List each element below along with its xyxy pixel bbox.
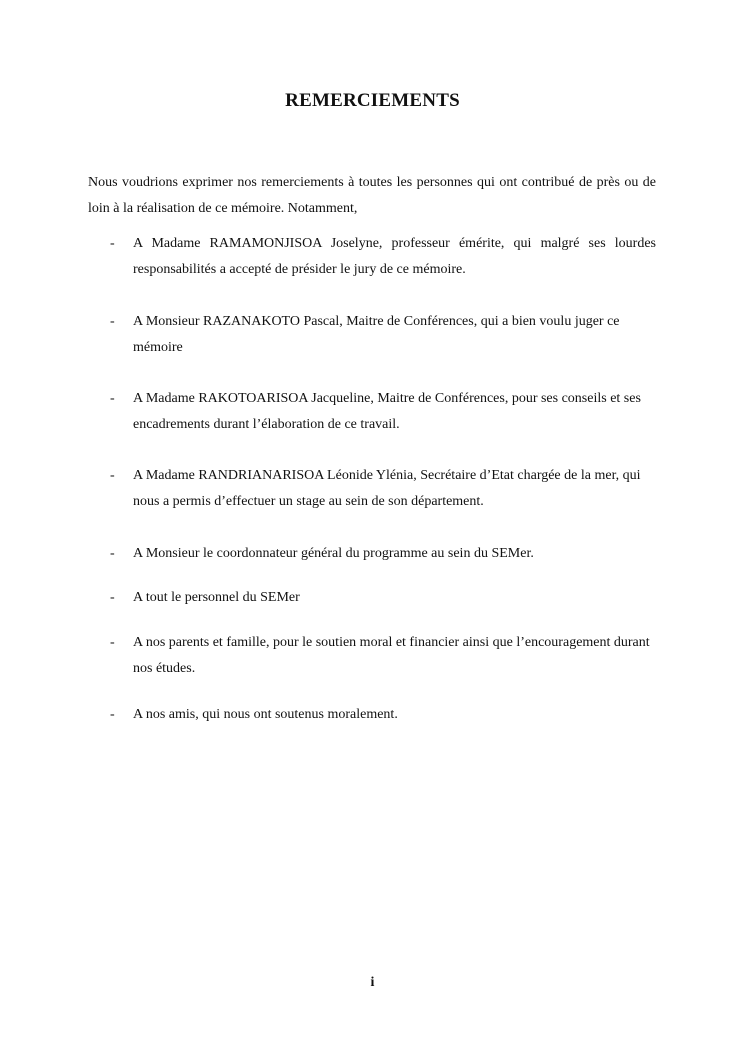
bullet-dash: -	[110, 391, 115, 406]
list-item-text: A Monsieur le coordonnateur général du programme au sein du SEMer.	[133, 546, 534, 561]
list-item-text: A Monsieur RAZANAKOTO Pascal, Maitre de Conférences, qui a bien voulu juger ce mémoire	[133, 314, 620, 355]
list-item-text: A tout le personnel du SEMer	[133, 590, 300, 605]
bullet-dash: -	[110, 707, 115, 722]
intro-paragraph: Nous voudrions exprimer nos remerciements à toutes les personnes qui ont contribué de près ou de loin à la réalisation de ce mémoire. Notamment,	[88, 175, 656, 216]
page-number: i	[370, 975, 375, 990]
bullet-dash: -	[110, 635, 115, 650]
bullet-dash: -	[110, 468, 115, 483]
list-item-text: A Madame RAMAMONJISOA Joselyne, professeur émérite, qui malgré ses lourdes responsabilités a accepté de présider le jury de ce mémoire.	[133, 236, 656, 277]
bullet-dash: -	[110, 314, 115, 329]
bullet-dash: -	[110, 546, 115, 561]
bullet-dash: -	[110, 236, 115, 251]
list-item-text: A nos amis, qui nous ont soutenus moralement.	[133, 707, 398, 722]
bullet-dash: -	[110, 590, 115, 605]
list-item-text: A Madame RANDRIANARISOA Léonide Ylénia, Secrétaire d’Etat chargée de la mer, qui nous a permis d’effectuer un stage au sein de son département.	[133, 468, 641, 509]
list-item-text: A Madame RAKOTOARISOA Jacqueline, Maitre de Conférences, pour ses conseils et ses encadrements durant l’élaboration de ce travail.	[133, 391, 641, 432]
list-item-text: A nos parents et famille, pour le soutien moral et financier ainsi que l’encouragement durant nos études.	[133, 635, 650, 676]
page-title: REMERCIEMENTS	[285, 90, 460, 111]
